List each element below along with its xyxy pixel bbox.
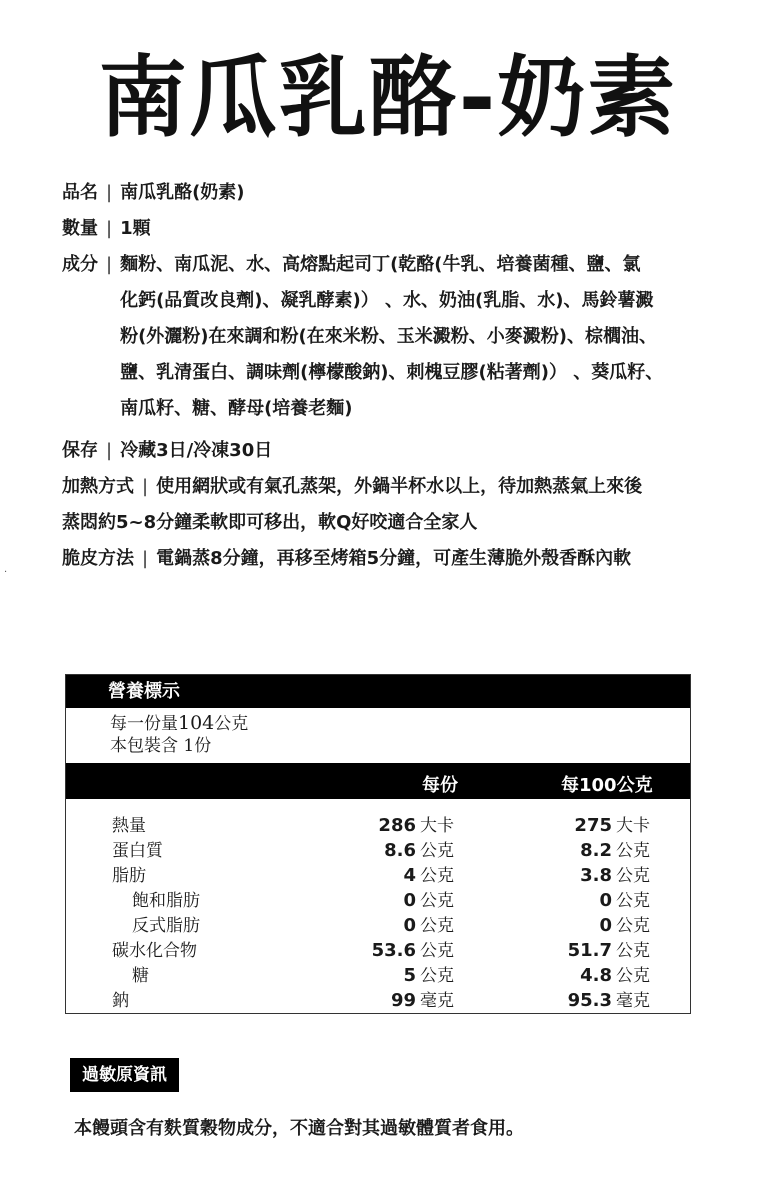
col-per-100g: 每100公克 (561, 775, 653, 796)
table-row (66, 909, 690, 934)
name-value: 南瓜乳酪(奶素) (120, 182, 245, 203)
per-serving-value: 4 公克 (403, 865, 454, 886)
nutrition-rows (66, 809, 690, 1009)
heating-label: 加熱方式 (62, 476, 134, 497)
nutrient-name: 反式脂肪 (132, 916, 200, 936)
ingredients-line: 南瓜籽、糖、酵母(培養老麵) (120, 398, 353, 419)
col-per-serving: 每份 (422, 775, 458, 796)
qty-row (62, 211, 752, 247)
per-100g-value: 3.8 公克 (580, 865, 650, 886)
per-serving-value: 5 公克 (403, 965, 454, 986)
crisp-value: 電鍋蒸8分鐘，再移至烤箱5分鐘，可產生薄脆外殼香酥內軟 (156, 548, 632, 569)
per-100g-value: 8.2 公克 (580, 840, 650, 861)
per-100g-value: 0 公克 (599, 915, 650, 936)
nutrient-name: 脂肪 (112, 866, 146, 886)
separator: | (106, 440, 113, 461)
nutrient-name: 鈉 (112, 991, 129, 1011)
separator: | (106, 218, 113, 239)
ingredients-line: 粉(外灑粉)在來調和粉(在來米粉、玉米澱粉、小麥澱粉)、棕櫚油、 (120, 326, 657, 347)
storage-label: 保存 (62, 440, 98, 461)
per-serving-value: 99 毫克 (390, 990, 454, 1011)
product-title: 南瓜乳酪-奶素 (98, 46, 678, 149)
per-serving-value: 286 大卡 (378, 815, 454, 836)
per-100g-value: 4.8 公克 (580, 965, 650, 986)
qty-label: 數量 (62, 218, 98, 239)
heating-row (62, 469, 752, 541)
nutrient-name: 碳水化合物 (112, 941, 197, 961)
qty-value: 1顆 (120, 218, 151, 239)
table-row (66, 884, 690, 909)
ingredients-label: 成分 (62, 254, 98, 275)
allergy-heading: 過敏原資訊 (70, 1058, 179, 1092)
serving-prefix: 每一份量 (110, 714, 178, 734)
separator: | (106, 254, 113, 275)
heating-line: 蒸悶約5~8分鐘柔軟即可移出，軟Q好咬適合全家人 (62, 512, 478, 533)
nutrient-name: 糖 (132, 966, 149, 986)
per-100g-value: 51.7 公克 (567, 940, 650, 961)
heating-line: 使用網狀或有氣孔蒸架，外鍋半杯水以上，待加熱蒸氣上來後 (156, 476, 643, 497)
table-row (66, 834, 690, 859)
ingredients-value (120, 247, 752, 427)
nutrient-name: 蛋白質 (112, 841, 163, 861)
nutrient-name: 熱量 (112, 816, 146, 836)
separator: | (142, 476, 149, 497)
product-info (62, 175, 752, 577)
nutrition-column-header (66, 763, 690, 799)
ingredients-line: 麵粉、南瓜泥、水、高熔點起司丁(乾酪(牛乳、培養菌種、鹽、氯 (120, 254, 641, 275)
nutrient-name: 飽和脂肪 (132, 891, 200, 911)
nutrition-table (65, 674, 691, 1014)
per-serving-value: 53.6 公克 (371, 940, 454, 961)
per-100g-value: 0 公克 (599, 890, 650, 911)
nutrition-heading: 營養標示 (66, 675, 690, 708)
table-row (66, 859, 690, 884)
separator: | (106, 182, 113, 203)
per-serving-value: 0 公克 (403, 915, 454, 936)
per-100g-value: 95.3 毫克 (567, 990, 650, 1011)
crisp-row (62, 541, 752, 577)
per-serving-value: 0 公克 (403, 890, 454, 911)
ingredients-line: 鹽、乳清蛋白、調味劑(檸檬酸鈉)、刺槐豆膠(粘著劑)） 、葵瓜籽、 (120, 362, 664, 383)
name-label: 品名 (62, 182, 98, 203)
per-100g-value: 275 大卡 (574, 815, 650, 836)
per-pack: 本包裝含 1份 (110, 736, 212, 756)
serving-info (66, 712, 690, 757)
per-serving-value: 8.6 公克 (384, 840, 454, 861)
table-row (66, 934, 690, 959)
name-row (62, 175, 752, 211)
stray-mark: · (4, 567, 8, 578)
storage-row (62, 433, 752, 469)
table-row (66, 984, 690, 1009)
storage-value: 冷藏3日/冷凍30日 (120, 440, 273, 461)
separator: | (142, 548, 149, 569)
heating-value (62, 469, 752, 541)
ingredients-row (62, 247, 752, 427)
table-row (66, 959, 690, 984)
allergy-text: 本饅頭含有麩質穀物成分，不適合對其過敏體質者食用。 (74, 1118, 524, 1139)
serving-size: 104 (178, 712, 215, 734)
table-row (66, 809, 690, 834)
serving-unit: 公克 (214, 714, 249, 734)
crisp-label: 脆皮方法 (62, 548, 134, 569)
ingredients-line: 化鈣(品質改良劑)、凝乳酵素)） 、水、奶油(乳脂、水)、馬鈴薯澱 (120, 290, 654, 311)
